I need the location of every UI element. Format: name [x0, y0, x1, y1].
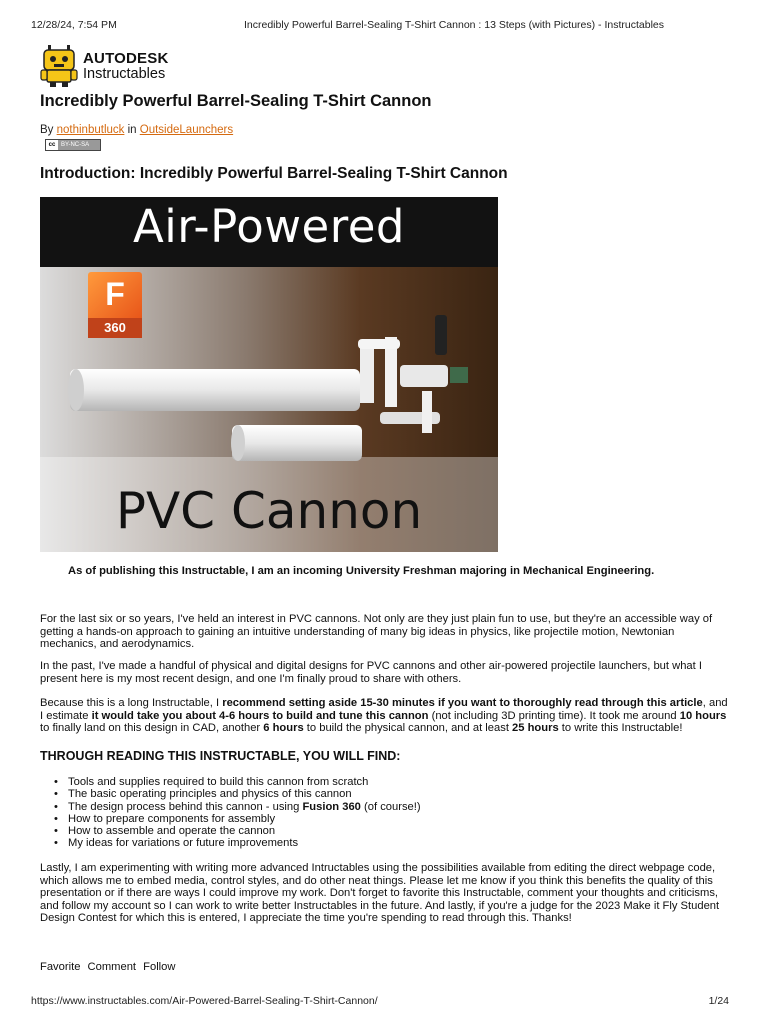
fusion-letter: F [105, 276, 125, 312]
print-page-number: 1/24 [708, 995, 729, 1007]
hero-caption: As of publishing this Instructable, I am an incoming University Freshman majoring in Mechanical Engineering. [68, 565, 655, 577]
paragraph-4: Lastly, I am experimenting with writing more advanced Intructables using the possibilities available from editing the direct webpage code, which allows me to embed media, control styles, and do other neat things. Please let me know if you think this benefits the quality of this presentation or if there are ways I could improve my work. Don't forget to favorite this Instructable, comment your thoughts and criticisms, and follow my account so I can work to write better Instructables in the future. And lastly, if you're a judge for the 2023 Make it Fly Student Design Contest for which this is entered, I appreciate the time you're spending to read through this. Thanks! [40, 862, 720, 924]
logo-autodesk-text: AUTODESK [83, 50, 169, 67]
hero-bottom-text: PVC Cannon [115, 482, 423, 540]
byline-by: By [40, 124, 54, 136]
print-url: https://www.instructables.com/Air-Powered-Barrel-Sealing-T-Shirt-Cannon/ [31, 995, 378, 1007]
p3-bold-3: 10 hours [679, 709, 727, 722]
print-datetime: 12/28/24, 7:54 PM [31, 19, 117, 31]
paragraph-3 [40, 697, 730, 735]
creative-commons-icon: cc [46, 140, 58, 150]
byline-in: in [127, 124, 137, 136]
print-page-title: Incredibly Powerful Barrel-Sealing T-Shirt Cannon : 13 Steps (with Pictures) - Instructables [244, 19, 664, 31]
list-item: • How to assemble and operate the cannon [52, 825, 421, 837]
p3-bold-1: recommend setting aside 15-30 minutes if you want to thoroughly read through this article [222, 697, 703, 709]
fusion-360-logo [88, 272, 142, 338]
feature-list [52, 776, 421, 850]
logo-instructables-text: Instructables [83, 66, 166, 82]
action-links [40, 961, 179, 973]
favorite-button[interactable]: Favorite [40, 961, 81, 973]
print-footer [31, 995, 737, 1009]
robot-mascot-icon [40, 42, 78, 88]
list-item: • How to prepare components for assembly [52, 813, 421, 825]
paragraph-1: For the last six or so years, I've held an interest in PVC cannons. Not only are they just plain fun to use, but they're an accessible way of getting a hands-on approach to gaining an intuitive understanding of many big ideas in physics, like projectile motion, Newtonian mechanics, and aerodynamics. [40, 613, 713, 650]
author-link[interactable]: nothinbutluck [56, 124, 125, 136]
print-header [31, 19, 664, 33]
p3-text-1: Because this is a long Instructable, I [40, 697, 223, 709]
p3-text-4: to finally land on this design in CAD, another [40, 722, 264, 734]
list-item: • My ideas for variations or future improvements [52, 837, 421, 849]
list-item: • The basic operating principles and physics of this cannon [52, 788, 421, 800]
comment-button[interactable]: Comment [87, 961, 137, 973]
cc-license-badge[interactable] [45, 139, 101, 151]
list-item-text: (of course!) [360, 800, 421, 813]
instructables-logo[interactable] [40, 42, 220, 88]
p3-bold-5: 25 hours [512, 722, 559, 734]
intro-title: Introduction: Incredibly Powerful Barrel-Sealing T-Shirt Cannon [40, 165, 508, 182]
list-item [52, 801, 421, 813]
p3-bold-2: it would take you about 4-6 hours to build and tune this cannon [91, 709, 429, 722]
fusion-number: 360 [88, 318, 142, 338]
hero-top-text: Air-Powered [133, 200, 405, 253]
list-item-bold: Fusion 360 [302, 800, 361, 813]
category-link[interactable]: OutsideLaunchers [139, 124, 234, 136]
page-title: Incredibly Powerful Barrel-Sealing T-Shirt Cannon [40, 92, 432, 110]
list-item-text: The design process behind this cannon - using [68, 800, 303, 813]
p3-text-5: to build the physical cannon, and at least [303, 722, 513, 734]
follow-button[interactable]: Follow [143, 961, 176, 973]
hero-image [40, 197, 498, 552]
p3-text-3: (not including 3D printing time). It took me around [428, 709, 680, 722]
p3-text-2: , and I estimate [40, 697, 728, 722]
p3-text-6: to write this Instructable! [558, 722, 683, 734]
p3-bold-4: 6 hours [263, 722, 304, 734]
paragraph-2: In the past, I've made a handful of physical and digital designs for PVC cannons and other air-powered projectile launchers, but what I present here is my most recent design, and one I'm finally proud to share with others. [40, 660, 702, 685]
byline [40, 124, 233, 136]
list-item: • Tools and supplies required to build this cannon from scratch [52, 776, 421, 788]
section-heading: THROUGH READING THIS INSTRUCTABLE, YOU WILL FIND: [40, 749, 401, 763]
license-text: BY-NC-SA [61, 142, 90, 148]
